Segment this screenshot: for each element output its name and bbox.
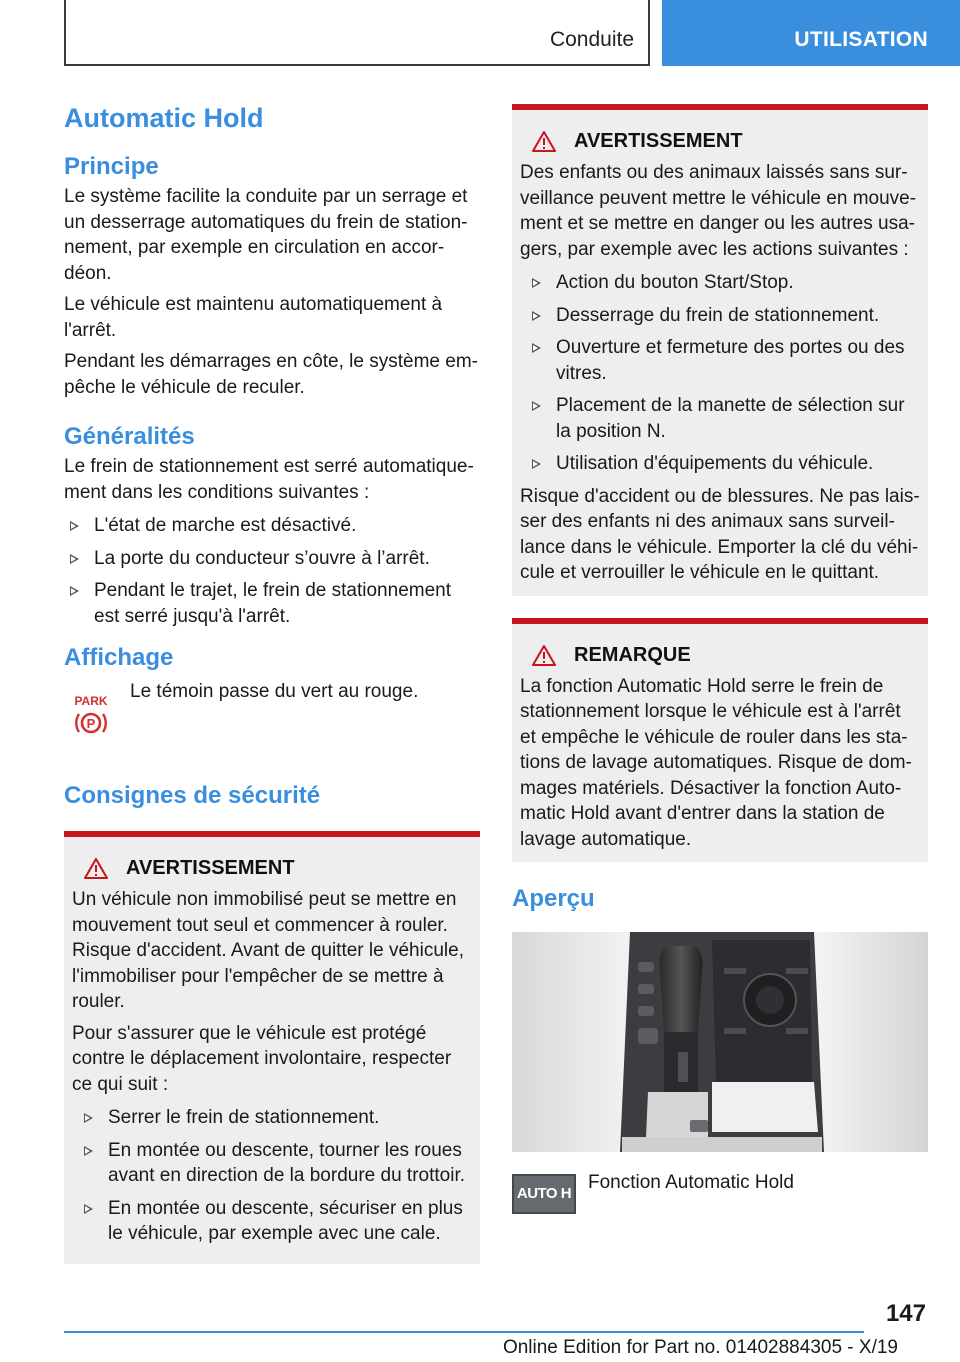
generalites-list <box>64 513 480 629</box>
auto-hold-button-icon: AUTO H <box>512 1174 576 1214</box>
indicator-description: Le témoin passe du vert au rouge. <box>130 681 419 702</box>
principe-paragraph-1: Le système facilite la conduite par un serrage et un desserrage automatiques du frein de stationnement, par exemple en circulation en accordéon. <box>64 186 468 284</box>
bullet-triangle-icon <box>84 1113 93 1123</box>
page-number: 147 <box>885 1300 926 1327</box>
park-indicator-row <box>64 677 480 767</box>
warning-paragraph-1: Des enfants ou des animaux laissés sans surveillance peuvent mettre le véhicule en mouvement et se mettre en danger ou les autres usagers, par exemple avec les actions suivantes : <box>520 162 917 260</box>
list-item: En montée ou descente, tourner les roues avant en direction de la bordure du trottoir. <box>78 1138 472 1189</box>
header-chapter-label: UTILISATION <box>794 28 928 51</box>
right-column <box>512 104 928 1220</box>
bullet-triangle-icon <box>84 1204 93 1214</box>
warning-triangle-icon <box>532 644 556 666</box>
bullet-triangle-icon <box>70 586 79 596</box>
warning-paragraph-2: Pour s'assurer que le véhicule est protégé contre le déplacement involontaire, respecter ce qui suit : <box>72 1022 452 1095</box>
list-item: L'état de marche est désactivé. <box>64 513 480 539</box>
heading-consignes: Consignes de sécurité <box>64 782 321 809</box>
list-item: Serrer le frein de stationnement. <box>78 1105 472 1131</box>
bullet-triangle-icon <box>532 343 541 353</box>
header-section-title: Conduite <box>549 28 634 51</box>
left-column <box>64 98 480 1264</box>
list-item: Utilisation d'équipements du véhicule. <box>526 451 920 477</box>
auto-hold-caption: Fonction Automatic Hold <box>588 1172 794 1193</box>
svg-text:PARK: PARK <box>74 694 108 708</box>
auto-hold-row <box>512 1170 928 1220</box>
list-item: En montée ou descente, sécuriser en plus le véhicule, par exemple avec une cale. <box>78 1196 472 1247</box>
park-brake-indicator-icon <box>70 693 112 737</box>
principe-paragraph-2: Le véhicule est maintenu automatiquement à l'arrêt. <box>64 294 443 341</box>
heading-apercu: Aperçu <box>512 885 595 912</box>
note-title: REMARQUE <box>520 642 920 668</box>
generalites-paragraph: Le frein de stationnement est serré automatiquement dans les conditions suivantes : <box>64 456 474 503</box>
footer-edition: Online Edition for Part no. 01402884305 - X/19 <box>502 1337 898 1358</box>
heading-affichage: Affichage <box>64 644 174 671</box>
center-console-illustration <box>512 932 928 1152</box>
warning-triangle-icon <box>532 130 556 152</box>
warning-title: AVERTISSEMENT <box>520 128 920 154</box>
list-item: Placement de la manette de sélection sur la position N. <box>526 393 920 444</box>
warning-box-children <box>512 104 928 596</box>
list-item: Ouverture et fermeture des portes ou des vitres. <box>526 335 920 386</box>
warning-paragraph-2: Risque d'accident ou de blessures. Ne pas laisser des enfants ni des animaux sans surveillance dans le véhicule. Emporter la clé du véhicule et verrouiller le véhicule en le quittant. <box>520 485 920 583</box>
warning-paragraph-1: Un véhicule non immobilisé peut se mettre en mouvement tout seul et commencer à rouler. Risque d'accident. Avant de quitter le véhicule, l'immobiliser pour l'empêcher de se mettre à rouler. <box>72 889 464 1012</box>
page-title: Automatic Hold <box>64 103 264 133</box>
warning-list <box>520 270 920 477</box>
note-box-car-wash <box>512 618 928 863</box>
heading-generalites: Généralités <box>64 423 195 450</box>
list-item: La porte du conducteur s’ouvre à l’arrêt. <box>64 546 480 572</box>
warning-title: AVERTISSEMENT <box>72 855 472 881</box>
header-section-box <box>64 0 650 66</box>
list-item: Desserrage du frein de stationnement. <box>526 303 920 329</box>
warning-box-immobilisation <box>64 831 480 1264</box>
list-item: Action du bouton Start/Stop. <box>526 270 920 296</box>
heading-principe: Principe <box>64 153 159 180</box>
footer-divider <box>64 1331 864 1333</box>
warning-list <box>72 1105 472 1247</box>
svg-text:P: P <box>86 716 96 731</box>
note-paragraph: La fonction Automatic Hold serre le frein de stationnement lorsque le véhicule est à l'arrêt et empêche le véhicule de rouler dans les stations de lavage automatiques. Risque de dommages matériels. Désactiver la fonction Automatic Hold avant d'entrer dans la station de lavage automatique. <box>520 675 912 850</box>
list-item: Pendant le trajet, le frein de stationnement est serré jusqu'à l'arrêt. <box>64 578 480 629</box>
warning-triangle-icon <box>84 857 108 879</box>
header-chapter-tab <box>662 0 960 66</box>
bullet-triangle-icon <box>532 278 541 288</box>
center-console-photo <box>512 932 928 1152</box>
bullet-triangle-icon <box>84 1146 93 1156</box>
principe-paragraph-3: Pendant les démarrages en côte, le système empêche le véhicule de reculer. <box>64 351 478 398</box>
bullet-triangle-icon <box>532 311 541 321</box>
bullet-triangle-icon <box>70 521 79 531</box>
bullet-triangle-icon <box>70 554 79 564</box>
bullet-triangle-icon <box>532 401 541 411</box>
bullet-triangle-icon <box>532 459 541 469</box>
